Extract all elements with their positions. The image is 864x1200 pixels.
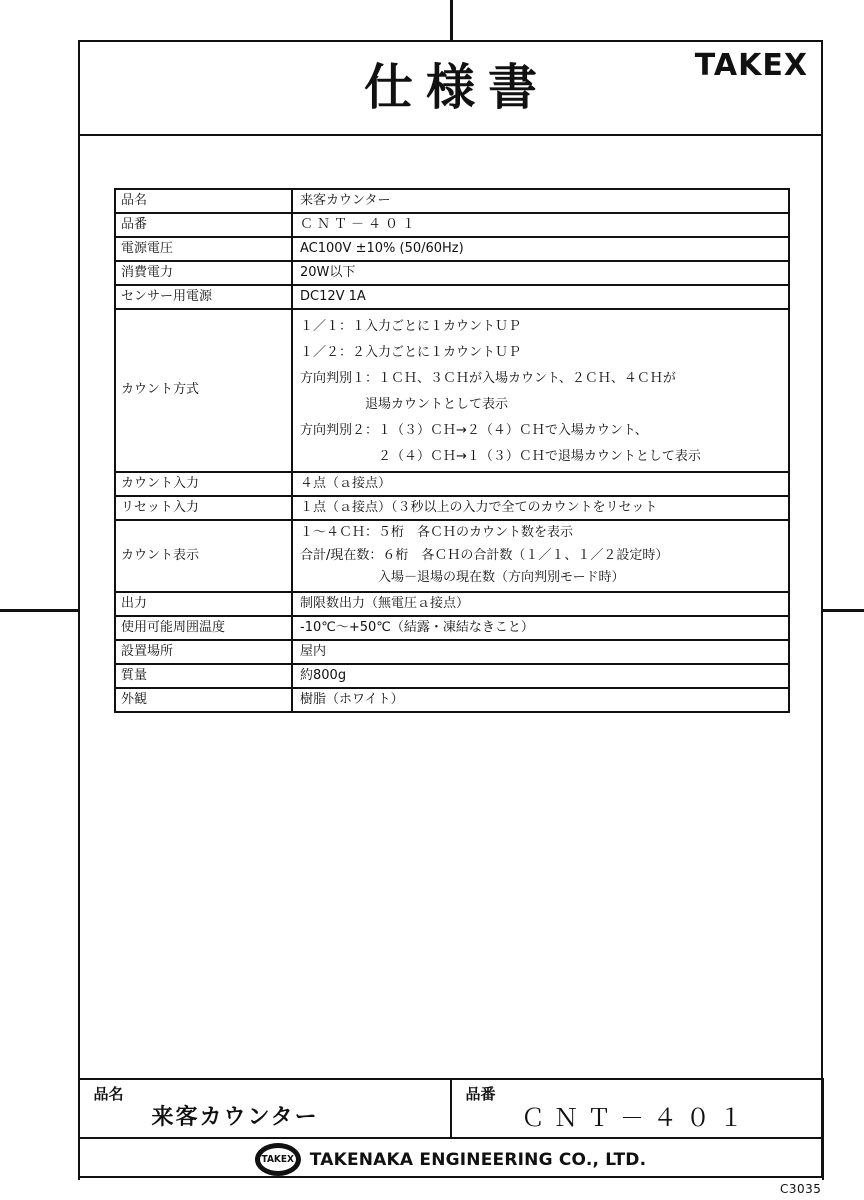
register-mark-right	[819, 609, 864, 612]
spec-row-installation-location	[115, 640, 789, 664]
row-value: DC12V 1A	[292, 285, 789, 309]
spec-row-appearance	[115, 688, 789, 712]
row-value: 屋内	[292, 640, 789, 664]
title-block-name-cell	[80, 1080, 452, 1137]
page-title: 仕様書	[363, 59, 550, 116]
value-line: 方向判別２：１（３）ＣＨ→２（４）ＣＨで入場カウント、	[300, 423, 648, 438]
model-number: ＣＮＴ－４０１	[521, 1104, 752, 1132]
spec-row-power-consumption	[115, 261, 789, 285]
roundel-logo-text: TAKEX	[261, 1154, 294, 1165]
name-label: 品名	[93, 1085, 124, 1103]
spec-row-model-number	[115, 213, 789, 237]
spec-row-operating-temperature	[115, 616, 789, 640]
row-label: 出力	[115, 592, 292, 616]
spec-row-sensor-power	[115, 285, 789, 309]
row-value: -10℃～+50℃（結露・凍結なきこと）	[292, 616, 789, 640]
spec-row-weight	[115, 664, 789, 688]
row-label: 質量	[115, 664, 292, 688]
spec-row-count-method	[115, 309, 789, 472]
row-label: 品番	[115, 213, 292, 237]
value-line: ２（４）ＣＨ→１（３）ＣＨで退場カウントとして表示	[300, 449, 701, 464]
row-label: 使用可能周囲温度	[115, 616, 292, 640]
row-label: 消費電力	[115, 261, 292, 285]
spec-row-output	[115, 592, 789, 616]
title-block	[78, 1078, 824, 1139]
spec-row-count-display	[115, 520, 789, 592]
row-value: ＣＮＴ－４０１	[292, 213, 789, 237]
row-value	[292, 309, 789, 472]
title-block-number-cell	[452, 1080, 822, 1137]
row-value	[292, 520, 789, 592]
company-footer	[78, 1139, 824, 1180]
row-value: 約800g	[292, 664, 789, 688]
row-label: 外観	[115, 688, 292, 712]
row-label: 電源電圧	[115, 237, 292, 261]
row-label: 設置場所	[115, 640, 292, 664]
row-value: 来客カウンター	[292, 189, 789, 213]
product-name: 来客カウンター	[151, 1105, 319, 1130]
row-value: AC100V ±10% (50/60Hz)	[292, 237, 789, 261]
brand-logotype: TAKEX	[694, 48, 808, 83]
row-value: 20W以下	[292, 261, 789, 285]
company-name: TAKENAKA ENGINEERING CO., LTD.	[309, 1149, 647, 1170]
value-line: 方向判別１：１ＣＨ、３ＣＨが入場カウント、２ＣＨ、４ＣＨが	[300, 371, 676, 386]
takex-roundel-logo-icon	[255, 1143, 301, 1176]
value-line: 合計/現在数：６桁 各ＣＨの合計数（１／１、１／２設定時）	[300, 547, 669, 563]
register-mark-left	[0, 609, 80, 612]
row-label: 品名	[115, 189, 292, 213]
register-mark-top	[450, 0, 453, 41]
number-label: 品番	[465, 1085, 496, 1103]
spec-row-power-voltage	[115, 237, 789, 261]
value-line: １～４ＣＨ：５桁 各ＣＨのカウント数を表示	[300, 525, 574, 540]
value-line: １／２：２入力ごとに１カウントＵＰ	[300, 345, 522, 360]
row-label: センサー用電源	[115, 285, 292, 309]
row-value: 制限数出力（無電圧ａ接点）	[292, 592, 789, 616]
spec-row-product-name	[115, 189, 789, 213]
row-label: カウント方式	[115, 309, 292, 472]
row-value: ４点（ａ接点）	[292, 472, 789, 496]
row-label: リセット入力	[115, 496, 292, 520]
document-header	[80, 42, 821, 136]
row-value: 樹脂（ホワイト）	[292, 688, 789, 712]
spec-table	[114, 188, 790, 713]
value-line: 退場カウントとして表示	[300, 397, 509, 412]
row-label: カウント表示	[115, 520, 292, 592]
document-code: C3035	[780, 1182, 822, 1196]
spec-row-count-input	[115, 472, 789, 496]
spec-row-reset-input	[115, 496, 789, 520]
row-label: カウント入力	[115, 472, 292, 496]
value-line: 入場－退場の現在数（方向判別モード時）	[300, 570, 625, 585]
spec-sheet-document	[78, 40, 823, 1178]
row-value: １点（ａ接点）（３秒以上の入力で全てのカウントをリセット	[292, 496, 789, 520]
value-line: １／１：１入力ごとに１カウントＵＰ	[300, 319, 522, 334]
